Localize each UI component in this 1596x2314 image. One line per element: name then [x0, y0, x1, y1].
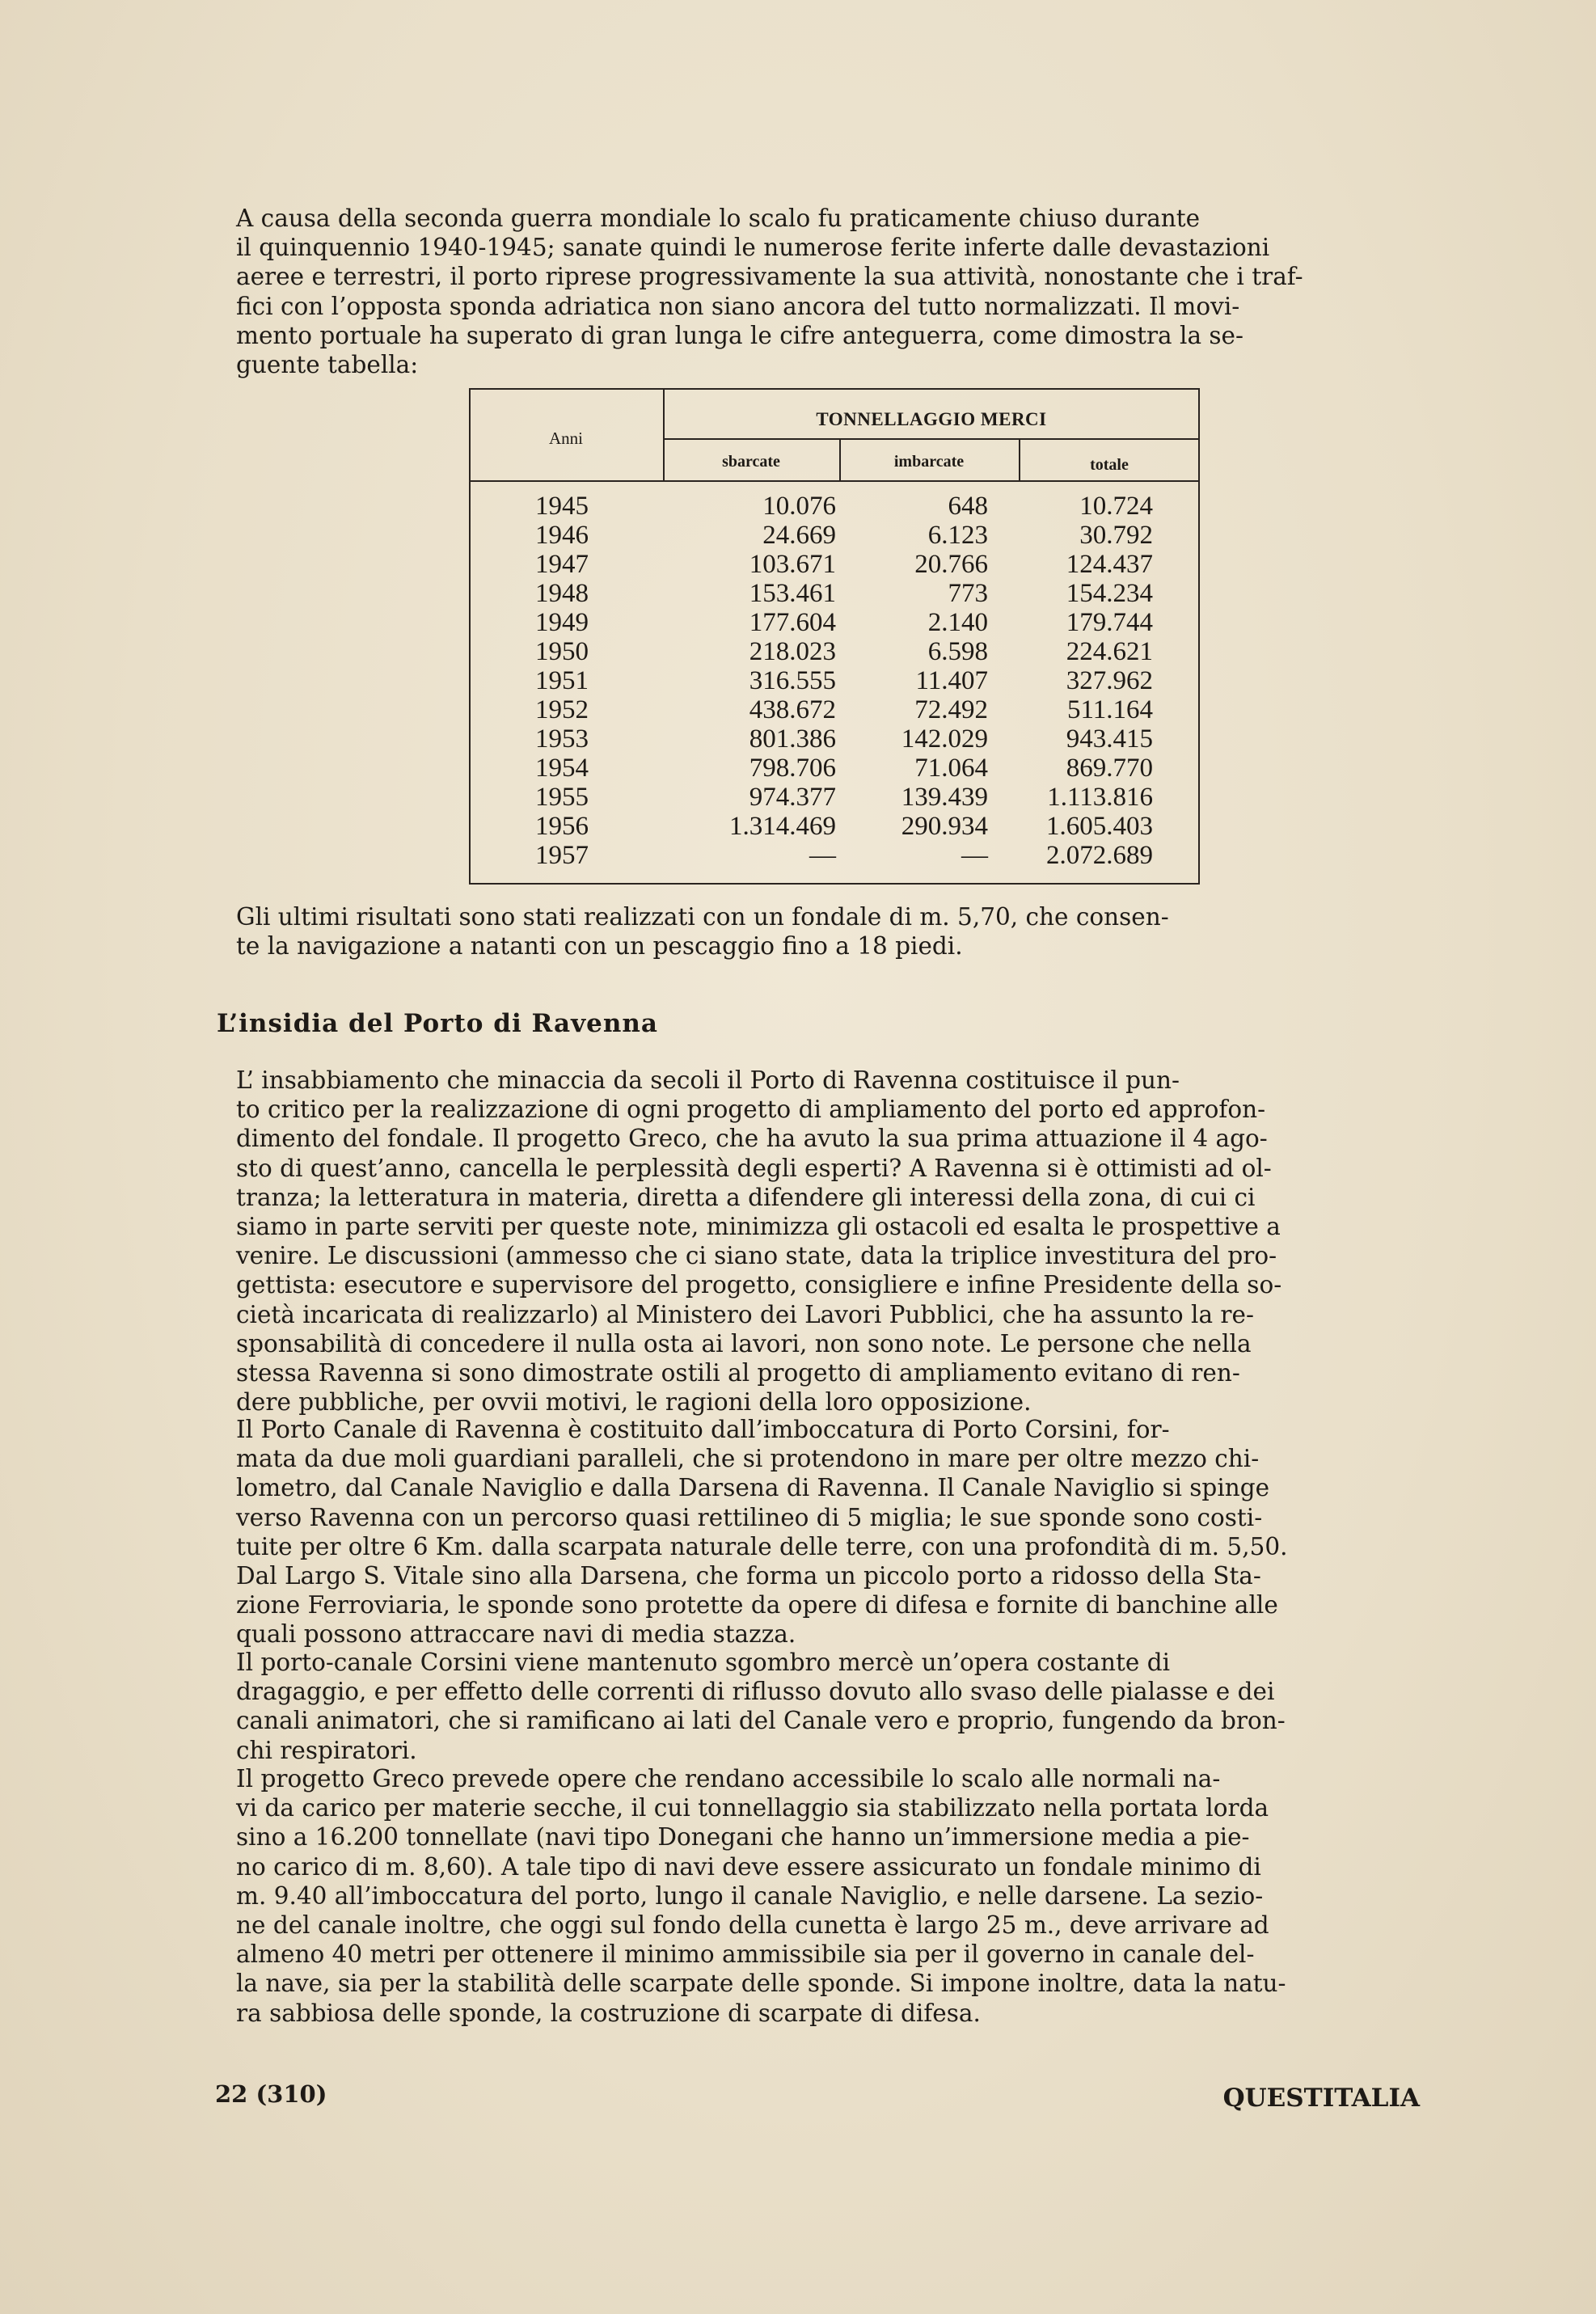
cell-loaded: 72.492 [914, 695, 988, 724]
column-header-year: Anni [549, 429, 583, 448]
cell-loaded: 11.407 [915, 666, 988, 695]
cell-unloaded: 103.671 [749, 550, 836, 579]
cell-year: 1954 [535, 754, 589, 783]
table-row [469, 492, 1200, 521]
cell-loaded: 648 [948, 492, 988, 521]
cell-loaded: 6.598 [927, 637, 988, 666]
table-row [469, 783, 1200, 812]
column-header-unloaded: sbarcate [722, 453, 780, 471]
table-row [469, 812, 1200, 841]
cell-loaded: — [961, 841, 988, 870]
cell-year: 1947 [535, 550, 589, 579]
cell-total: 943.415 [1066, 724, 1153, 754]
cell-year: 1949 [535, 608, 589, 637]
cell-loaded: 290.934 [901, 812, 988, 841]
cell-loaded: 2.140 [927, 608, 988, 637]
cell-unloaded: 1.314.469 [729, 812, 836, 841]
closing-paragraph: Gli ultimi risultati sono stati realizzati con un fondale di m. 5,70, che consen- te la navigazione a natanti con un pescaggio fino a 18 piedi. [236, 903, 1169, 961]
table-row [469, 579, 1200, 608]
cell-unloaded: 153.461 [749, 579, 836, 608]
cell-loaded: 20.766 [914, 550, 988, 579]
table-row [469, 695, 1200, 724]
table-row [469, 521, 1200, 550]
cell-year: 1957 [535, 841, 589, 870]
intro-paragraph: A causa della seconda guerra mondiale lo scalo fu praticamente chiuso durante il quinquennio 1940-1945; sanate quindi le numerose ferite inferte dalle devastazioni aeree e terrestri, il porto riprese progressivamente la sua attività, nonostante che i traf- fici con l’opposta sponda adriatica non siano ancora del tutto normalizzati. Il movi- mento portuale ha superato di gran lunga le cifre anteguerra, come dimostra la se- guente tabella: [236, 205, 1303, 379]
cell-loaded: 71.064 [914, 754, 988, 783]
table-group-header: TONNELLAGGIO MERCI [816, 409, 1047, 429]
cell-total: 1.605.403 [1046, 812, 1153, 841]
table-row [469, 608, 1200, 637]
cell-total: 327.962 [1066, 666, 1153, 695]
cell-unloaded: 798.706 [749, 754, 836, 783]
cell-total: 154.234 [1066, 579, 1153, 608]
body-paragraph: Il porto-canale Corsini viene mantenuto sgombro mercè un’opera costante di dragaggio, e per effetto delle correnti di riflusso dovuto allo svaso delle pialasse e dei canali animatori, che si ramificano ai lati del Canale vero e proprio, fungendo da bron- chi respiratori. [236, 1649, 1286, 1764]
cell-total: 511.164 [1066, 695, 1153, 724]
table-row [469, 724, 1200, 754]
cell-year: 1956 [535, 812, 589, 841]
table-row [469, 841, 1200, 870]
cell-year: 1952 [535, 695, 589, 724]
cell-unloaded: 316.555 [749, 666, 836, 695]
cell-total: 224.621 [1066, 637, 1153, 666]
cell-unloaded: 24.669 [762, 521, 836, 550]
cell-total: 30.792 [1079, 521, 1153, 550]
cell-unloaded: 218.023 [749, 637, 836, 666]
cell-total: 10.724 [1079, 492, 1153, 521]
table-row [469, 637, 1200, 666]
cell-year: 1955 [535, 783, 589, 812]
cell-unloaded: — [809, 841, 836, 870]
body-paragraph: Il progetto Greco prevede opere che rendano accessibile lo scalo alle normali na- vi da carico per materie secche, il cui tonnellaggio sia stabilizzato nella portata lorda sino a 16.200 tonnellate (navi tipo Donegani che hanno un’immersione media a pie- no carico di m. 8,60). A tale tipo di navi deve essere assicurato un fondale minimo di m. 9.40 all’imboccatura del porto, lungo il canale Naviglio, e nelle darsene. La sezio- ne del canale inoltre, che oggi sul fondo della cunetta è largo 25 m., deve arrivare ad almeno 40 metri per ottenere il minimo ammissibile sia per il governo in canale del- la nave, sia per la stabilità delle scarpate delle sponde. Si impone inoltre, data la natu- ra sabbiosa delle sponde, la costruzione di scarpate di difesa. [236, 1765, 1286, 2027]
table-row [469, 550, 1200, 579]
body-paragraph: L’ insabbiamento che minaccia da secoli il Porto di Ravenna costituisce il pun- to critico per la realizzazione di ogni progetto di ampliamento del porto ed approfon- dimento del fondale. Il progetto Greco, che ha avuto la sua prima attuazione il 4 ago- sto di quest’anno, cancella le perplessità degli esperti? A Ravenna si è ottimisti ad ol- tranza; la letteratura in materia, diretta a difendere gli interessi della zona, di cui ci siamo in parte serviti per queste note, minimizza gli ostacoli ed esalta le prospettive a venire. Le discussioni (ammesso che ci siano state, data la triplice investitura del pro- gettista: esecutore e supervisore del progetto, consigliere e infine Presidente della so- cietà incaricata di realizzarlo) al Ministero dei Lavori Pubblici, che ha assunto la re- sponsabilità di concedere il nulla osta ai lavori, non sono note. Le persone che nella stessa Ravenna si sono dimostrate ostili al progetto di ampliamento evitano di ren- dere pubbliche, per ovvii motivi, le ragioni della loro opposizione. [236, 1066, 1282, 1417]
cell-loaded: 773 [948, 579, 988, 608]
body-paragraph: Il Porto Canale di Ravenna è costituito dall’imboccatura di Porto Corsini, for- mata da due moli guardiani paralleli, che si protendono in mare per oltre mezzo chi- lometro, dal Canale Naviglio e dalla Darsena di Ravenna. Il Canale Naviglio si spinge verso Ravenna con un percorso quasi rettilineo di 5 miglia; le sue sponde sono costi- tuite per oltre 6 Km. dalla scarpata naturale delle terre, con una profondità di m. 5,50. Dal Largo S. Vitale sino alla Darsena, che forma un piccolo porto a ridosso della Sta- zione Ferroviaria, le sponde sono protette da opere di difesa e fornite di banchine alle quali possono attraccare navi di media stazza. [236, 1416, 1288, 1649]
cell-unloaded: 801.386 [749, 724, 836, 754]
cell-unloaded: 177.604 [749, 608, 836, 637]
table-row [469, 754, 1200, 783]
cell-total: 2.072.689 [1046, 841, 1153, 870]
cell-loaded: 142.029 [901, 724, 988, 754]
page-number: 22 (310) [215, 2080, 327, 2108]
table-row [469, 666, 1200, 695]
cell-year: 1945 [535, 492, 589, 521]
tonnage-table [469, 388, 1200, 885]
column-header-loaded: imbarcate [893, 453, 965, 471]
cell-unloaded: 438.672 [749, 695, 836, 724]
cell-unloaded: 10.076 [762, 492, 836, 521]
section-heading: L’insidia del Porto di Ravenna [217, 1009, 658, 1038]
cell-year: 1948 [535, 579, 589, 608]
column-header-total: totale [1090, 456, 1129, 474]
cell-total: 124.437 [1066, 550, 1153, 579]
cell-year: 1953 [535, 724, 589, 754]
cell-loaded: 139.439 [901, 783, 988, 812]
cell-total: 1.113.816 [1047, 783, 1153, 812]
publication-name: QUESTITALIA [1222, 2084, 1420, 2113]
cell-total: 869.770 [1066, 754, 1153, 783]
cell-year: 1951 [535, 666, 589, 695]
cell-year: 1946 [535, 521, 589, 550]
cell-loaded: 6.123 [927, 521, 988, 550]
cell-total: 179.744 [1066, 608, 1153, 637]
cell-year: 1950 [535, 637, 589, 666]
cell-unloaded: 974.377 [749, 783, 836, 812]
